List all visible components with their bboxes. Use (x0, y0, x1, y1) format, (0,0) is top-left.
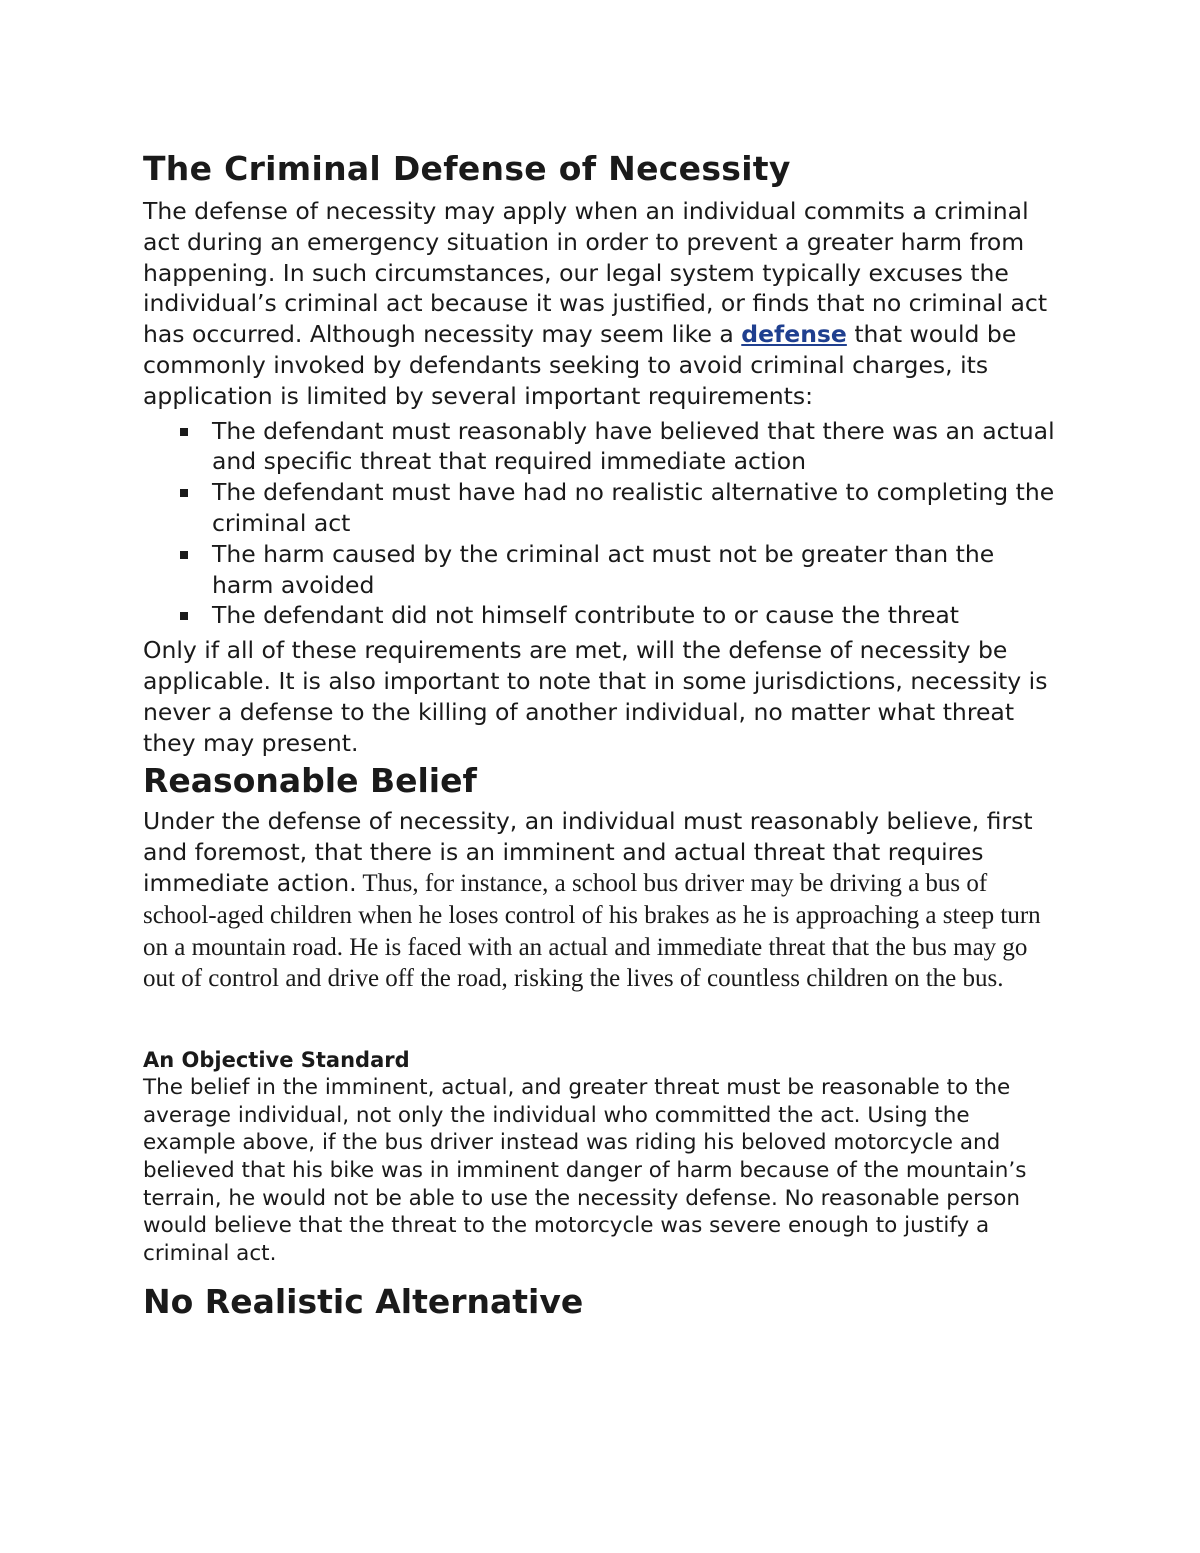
square-bullet-icon (180, 612, 188, 620)
list-item (212, 416, 1063, 478)
conclusion-paragraph: Only if all of these requirements are met, will the defense of necessity be applicable. It is also important to note that in some jurisdictions, necessity is never a defense to the killing of another individual, no matter what threat they may present. (143, 636, 1048, 757)
objective-standard-heading: An Objective Standard (143, 1048, 410, 1073)
defense-link[interactable]: defense (741, 320, 847, 349)
reasonable-belief-paragraph (143, 806, 1063, 995)
document-page (143, 140, 1063, 1327)
list-item-text: The defendant did not himself contribute to or cause the threat (212, 601, 960, 630)
objective-standard-paragraph: The belief in the imminent, actual, and greater threat must be reasonable to the average individual, not only the individual who committed the act. Using the example above, if the bus driver instead was riding his beloved motorcycle and believed that his bike was in imminent danger of harm because of the mountain’s terrain, he would not be able to use the necessity defense. No reasonable person would believe that the threat to the motorcycle was severe enough to justify a criminal act. (143, 1075, 1027, 1266)
intro-text-end: that would be commonly invoked by defendants seeking to avoid criminal charges, its application is limited by several important requirements: (143, 320, 1017, 410)
list-item (212, 477, 1063, 539)
intro-paragraph (143, 196, 1063, 412)
reasonable-belief-text: Under the defense of necessity, an individual must reasonably believe, first and foremost, that there is an imminent and actual threat that requires immediate action. (143, 807, 1033, 897)
list-item (212, 600, 1063, 631)
reasonable-belief-heading: Reasonable Belief (143, 761, 477, 801)
intro-text-start: The defense of necessity may apply when an individual commits a criminal act during an emergency situation in order to prevent a greater harm from happening. In such circumstances, our legal system typically excuses the individual’s criminal act because it was justified, or finds that no criminal act has occurred. Although necessity may seem like a (143, 197, 1048, 349)
square-bullet-icon (180, 489, 188, 497)
square-bullet-icon (180, 428, 188, 436)
list-item-text: The defendant must have had no realistic alternative to completing the criminal act (212, 478, 1055, 537)
list-item-text: The defendant must reasonably have believed that there was an actual and specific threat that required immediate action (212, 416, 1055, 476)
requirements-list (143, 416, 1063, 632)
no-realistic-alternative-heading: No Realistic Alternative (143, 1282, 584, 1322)
list-item-text: The harm caused by the criminal act must not be greater than the harm avoided (212, 539, 995, 599)
list-item (212, 539, 1063, 601)
page-title: The Criminal Defense of Necessity (143, 149, 791, 188)
square-bullet-icon (180, 551, 188, 559)
bus-example-text: Thus, for instance, a school bus driver may be driving a bus of school-aged children when he loses control of his brakes as he is approaching a steep turn on a mountain road. He is faced with an actual and immediate threat that the bus may go out of control and drive off the road, risking the lives of countless children on the bus. (143, 869, 1041, 993)
